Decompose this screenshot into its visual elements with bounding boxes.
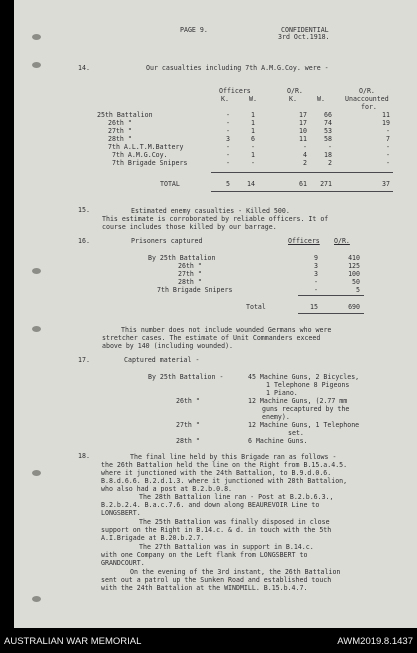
prisoner-or: 410 — [348, 254, 360, 262]
prisoner-officers: - — [314, 278, 318, 286]
or-wounded: 74 — [324, 119, 332, 127]
unit-name: 7th A.L.T.M.Battery — [108, 143, 184, 151]
section-17-heading: Captured material - — [124, 356, 200, 364]
prisoner-total-label: Total — [246, 303, 266, 311]
prisoner-or: 5 — [356, 286, 360, 294]
or-killed: 17 — [299, 119, 307, 127]
archive-footer — [0, 628, 417, 653]
col-officers-k: K. — [221, 95, 229, 103]
material-line: 12 Machine Guns, 1 Telephone — [248, 421, 360, 429]
col-unaccounted-for: for. — [361, 103, 377, 111]
total-officers-wounded: 14 — [247, 180, 255, 188]
col-officers: Officers — [288, 237, 320, 245]
prisoner-officers: 3 — [314, 262, 318, 270]
officers-killed: - — [226, 111, 230, 119]
material-line: 1 Telephone 8 Pigeons — [266, 381, 350, 389]
section-15-line: This estimate is corroborated by reliable officers. It of — [102, 215, 329, 223]
or-killed: 17 — [299, 111, 307, 119]
paragraph-line: where it junctioned with the 24th Battalion, to B.9.d.0.6. — [101, 469, 332, 477]
total-or-killed: 61 — [299, 180, 307, 188]
punch-hole — [32, 268, 41, 274]
unit-name: 7th A.M.G.Coy. — [112, 151, 168, 159]
total-officers-killed: 5 — [226, 180, 230, 188]
unit-name: 28th " — [178, 278, 202, 286]
material-line: 6 Machine Guns. — [248, 437, 308, 445]
officers-killed: - — [226, 151, 230, 159]
section-16-number: 16. — [78, 237, 90, 245]
prisoner-or: 100 — [348, 270, 360, 278]
unit-name: 7th Brigade Snipers — [112, 159, 188, 167]
material-line: enemy). — [262, 413, 290, 421]
total-label: TOTAL — [160, 180, 180, 188]
total-rule-top — [211, 172, 393, 173]
prisoner-officers: - — [314, 286, 318, 294]
section-17-number: 17. — [78, 356, 90, 364]
paragraph-line: LONGSBERT. — [101, 509, 141, 517]
section-14-title: Our casualties including 7th A.M.G.Coy. were - — [146, 64, 329, 72]
material-line: 1 Piano. — [266, 389, 298, 397]
total-unaccounted: 37 — [382, 180, 390, 188]
material-line: 12 Machine Guns, (2.77 mm — [248, 397, 348, 405]
officers-killed: - — [226, 119, 230, 127]
paragraph-line: B.8.d.6.6. B.2.d.1.3. where it junctioned with 28th Battalion, — [101, 477, 348, 485]
prisoner-officers: 3 — [314, 270, 318, 278]
or-killed: - — [303, 143, 307, 151]
paragraph-line: On the evening of the 3rd instant, the 26th Battalion — [130, 568, 341, 576]
unaccounted: 7 — [386, 135, 390, 143]
archive-reference: AWM2019.8.1437 — [337, 636, 413, 647]
officers-wounded: - — [251, 143, 255, 151]
or-wounded: - — [328, 143, 332, 151]
unit-name: 28th " — [176, 437, 200, 445]
punch-hole — [32, 326, 41, 332]
prisoner-total-or: 690 — [348, 303, 360, 311]
prisoner-or: 50 — [352, 278, 360, 286]
section-16-heading: Prisoners captured — [131, 237, 203, 245]
paragraph-line: GRANDCOURT. — [101, 559, 145, 567]
unit-name: 7th Brigade Snipers — [157, 286, 233, 294]
unit-name: 27th " — [176, 421, 200, 429]
or-wounded: 58 — [324, 135, 332, 143]
document-date: 3rd Oct.1918. — [278, 33, 330, 41]
section-15-line: course includes those killed by our barrage. — [102, 223, 277, 231]
paragraph-line: A.I.Brigade at B.20.b.2.7. — [101, 534, 205, 542]
prisoner-total-officers: 15 — [310, 303, 318, 311]
col-or-unaccounted: O/R. — [359, 87, 375, 95]
paragraph-line: with one Company on the Left flank from LONGSBERT to — [101, 551, 308, 559]
or-wounded: 18 — [324, 151, 332, 159]
officers-killed: - — [226, 159, 230, 167]
section-16-note: above by 140 (including wounded). — [102, 342, 234, 350]
officers-killed: - — [226, 127, 230, 135]
paragraph-line: sent out a patrol up the Sunken Road and established touch — [101, 576, 332, 584]
col-or: O/R. — [287, 87, 303, 95]
unit-name: 26th " — [176, 397, 200, 405]
section-15-line: Estimated enemy casualties - Killed 500. — [131, 207, 290, 215]
or-killed: 11 — [299, 135, 307, 143]
punch-hole — [32, 34, 41, 40]
punch-hole — [32, 470, 41, 476]
unaccounted: 19 — [382, 119, 390, 127]
col-officers-w: W. — [249, 95, 257, 103]
col-or-w: W. — [317, 95, 325, 103]
punch-hole — [32, 62, 41, 68]
punch-hole — [32, 596, 41, 602]
paragraph-line: with the 24th Battalion at the WINDMILL. B.15.b.4.7. — [101, 584, 308, 592]
or-wounded: 66 — [324, 111, 332, 119]
unit-name: 28th " — [108, 135, 132, 143]
col-officers: Officers — [219, 87, 251, 95]
unit-name: 27th " — [108, 127, 132, 135]
prisoner-officers: 9 — [314, 254, 318, 262]
prisoner-total-rule-bottom — [298, 313, 364, 314]
material-line: guns recaptured by the — [262, 405, 350, 413]
paragraph-line: support on the Right in B.14.c. & d. in touch with the 5th — [101, 526, 332, 534]
paragraph-line: The final line held by this Brigade ran as follows - — [130, 453, 337, 461]
paragraph-line: who also had a post at B.2.b.0.8. — [101, 485, 233, 493]
officers-wounded: 1 — [251, 151, 255, 159]
unit-name: 26th " — [108, 119, 132, 127]
officers-wounded: - — [251, 159, 255, 167]
or-killed: 10 — [299, 127, 307, 135]
officers-wounded: 1 — [251, 119, 255, 127]
officers-killed: 3 — [226, 135, 230, 143]
or-killed: 4 — [303, 151, 307, 159]
unit-name: By 25th Battalion — [148, 254, 216, 262]
unaccounted: 11 — [382, 111, 390, 119]
col-or-k: K. — [289, 95, 297, 103]
unit-name: 26th " — [178, 262, 202, 270]
officers-wounded: 1 — [251, 111, 255, 119]
prisoner-or: 125 — [348, 262, 360, 270]
col-or: O/R. — [334, 237, 350, 245]
page-number: PAGE 9. — [180, 26, 208, 34]
unaccounted: - — [386, 143, 390, 151]
section-15-number: 15. — [78, 206, 90, 214]
unit-name: 25th Battalion — [97, 111, 153, 119]
or-killed: 2 — [303, 159, 307, 167]
unit-name: By 25th Battalion - — [148, 373, 224, 381]
document-page — [14, 0, 417, 628]
classification: CONFIDENTIAL — [281, 26, 329, 34]
officers-killed: - — [226, 143, 230, 151]
total-rule-bottom — [211, 191, 393, 192]
unit-name: 27th " — [178, 270, 202, 278]
unaccounted: - — [386, 127, 390, 135]
officers-wounded: 1 — [251, 127, 255, 135]
paragraph-line: The 25th Battalion was finally disposed in close — [139, 518, 330, 526]
section-16-note: This number does not include wounded Germans who were — [121, 326, 332, 334]
total-or-wounded: 271 — [320, 180, 332, 188]
officers-wounded: 6 — [251, 135, 255, 143]
paragraph-line: The 27th Battalion was in support in B.14.c. — [139, 543, 314, 551]
section-16-note: stretcher cases. The estimate of Unit Commanders exceed — [102, 334, 321, 342]
or-wounded: 53 — [324, 127, 332, 135]
unaccounted: - — [386, 159, 390, 167]
or-wounded: 2 — [328, 159, 332, 167]
material-line: set. — [288, 429, 304, 437]
unaccounted: - — [386, 151, 390, 159]
section-14-number: 14. — [78, 64, 90, 72]
archive-name: AUSTRALIAN WAR MEMORIAL — [4, 636, 142, 647]
paragraph-line: B.2.b.2.4. B.a.c.7.6. and down along BEAUREVOIR Line to — [101, 501, 320, 509]
material-line: 45 Machine Guns, 2 Bicycles, — [248, 373, 360, 381]
paragraph-line: the 26th Battalion held the line on the Right from B.15.a.4.5. — [101, 461, 348, 469]
paragraph-line: The 28th Battalion line ran - Post at B.2.b.6.3., — [139, 493, 334, 501]
prisoner-total-rule — [298, 295, 364, 296]
col-unaccounted: Unaccounted — [345, 95, 389, 103]
section-18-number: 18. — [78, 452, 90, 460]
